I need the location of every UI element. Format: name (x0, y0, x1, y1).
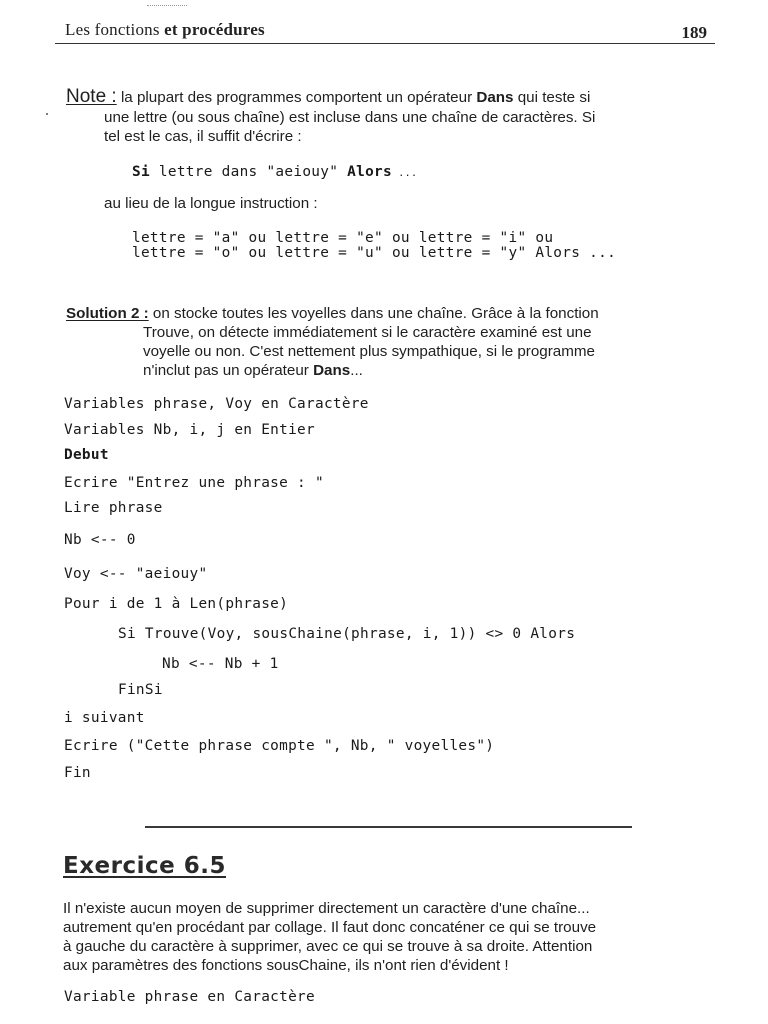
code-line: FinSi (118, 682, 163, 698)
code-line: Voy <-- "aeiouy" (64, 566, 208, 582)
exercise-paragraph: Il n'existe aucun moyen de supprimer directement un caractère d'une chaîne... autrement qu'en procédant par collage. Il faut donc concaténer ce qui se trouve à gauche du caractère à supprimer, avec ce qui se trouve à sa droite. Attention aux paramètres des fonctions sousChaine, ils n'ont rien d'évident ! (63, 900, 597, 974)
note-code-example: Si lettre dans "aeiouy" Alors ... (132, 164, 418, 180)
scan-artifact (147, 5, 187, 7)
long-instruction-line-2: lettre = "o" ou lettre = "u" ou lettre = "y" Alors ... (132, 245, 617, 261)
header-rule (55, 43, 715, 44)
code-line: Nb <-- Nb + 1 (162, 656, 279, 672)
page-number: 189 (681, 23, 707, 42)
running-header (55, 18, 715, 46)
code-line: Fin (64, 765, 91, 781)
section-separator (145, 826, 632, 828)
solution-2-paragraph: Solution 2 : on stocke toutes les voyelles dans une chaîne. Grâce à la fonction Trouve, on détecte immédiatement si le caractère examiné est une voyelle ou non. C'est nettement plus sympathique, si le programme n'inclut pas un opérateur Dans... (66, 305, 599, 379)
long-instruction-line-1: lettre = "a" ou lettre = "e" ou lettre = "i" ou (132, 230, 554, 246)
code-line: Nb <-- 0 (64, 532, 136, 548)
note-paragraph: Note : la plupart des programmes comportent un opérateur Dans qui teste si une lettre (ou sous chaîne) est incluse dans une chaîne de caractères. Si tel est le cas, il suffit d'écrire : (66, 86, 726, 146)
note-label: Note : (66, 86, 117, 107)
chapter-title: Les fonctions et procédures (65, 20, 265, 39)
code-line: Debut (64, 447, 109, 463)
code-line: Lire phrase (64, 500, 163, 516)
note-line-3: tel est le cas, il suffit d'écrire : (104, 128, 302, 145)
note-line-2: une lettre (ou sous chaîne) est incluse dans une chaîne de caractères. Si (104, 109, 596, 126)
code-line: Ecrire "Entrez une phrase : " (64, 475, 324, 491)
code-line: Variables phrase, Voy en Caractère (64, 396, 369, 412)
exercise-title: Exercice 6.5 (63, 853, 226, 879)
exercise-code-line: Variable phrase en Caractère (64, 989, 315, 1005)
code-line: i suivant (64, 710, 145, 726)
code-line: Si Trouve(Voy, sousChaine(phrase, i, 1)) <> 0 Alors (118, 626, 576, 642)
scan-artifact-dot (46, 113, 48, 115)
code-line: Ecrire ("Cette phrase compte ", Nb, " voyelles") (64, 738, 495, 754)
solution-2-label: Solution 2 : (66, 305, 149, 322)
code-line: Variables Nb, i, j en Entier (64, 422, 315, 438)
code-line: Pour i de 1 à Len(phrase) (64, 596, 289, 612)
instead-text: au lieu de la longue instruction : (104, 195, 318, 212)
